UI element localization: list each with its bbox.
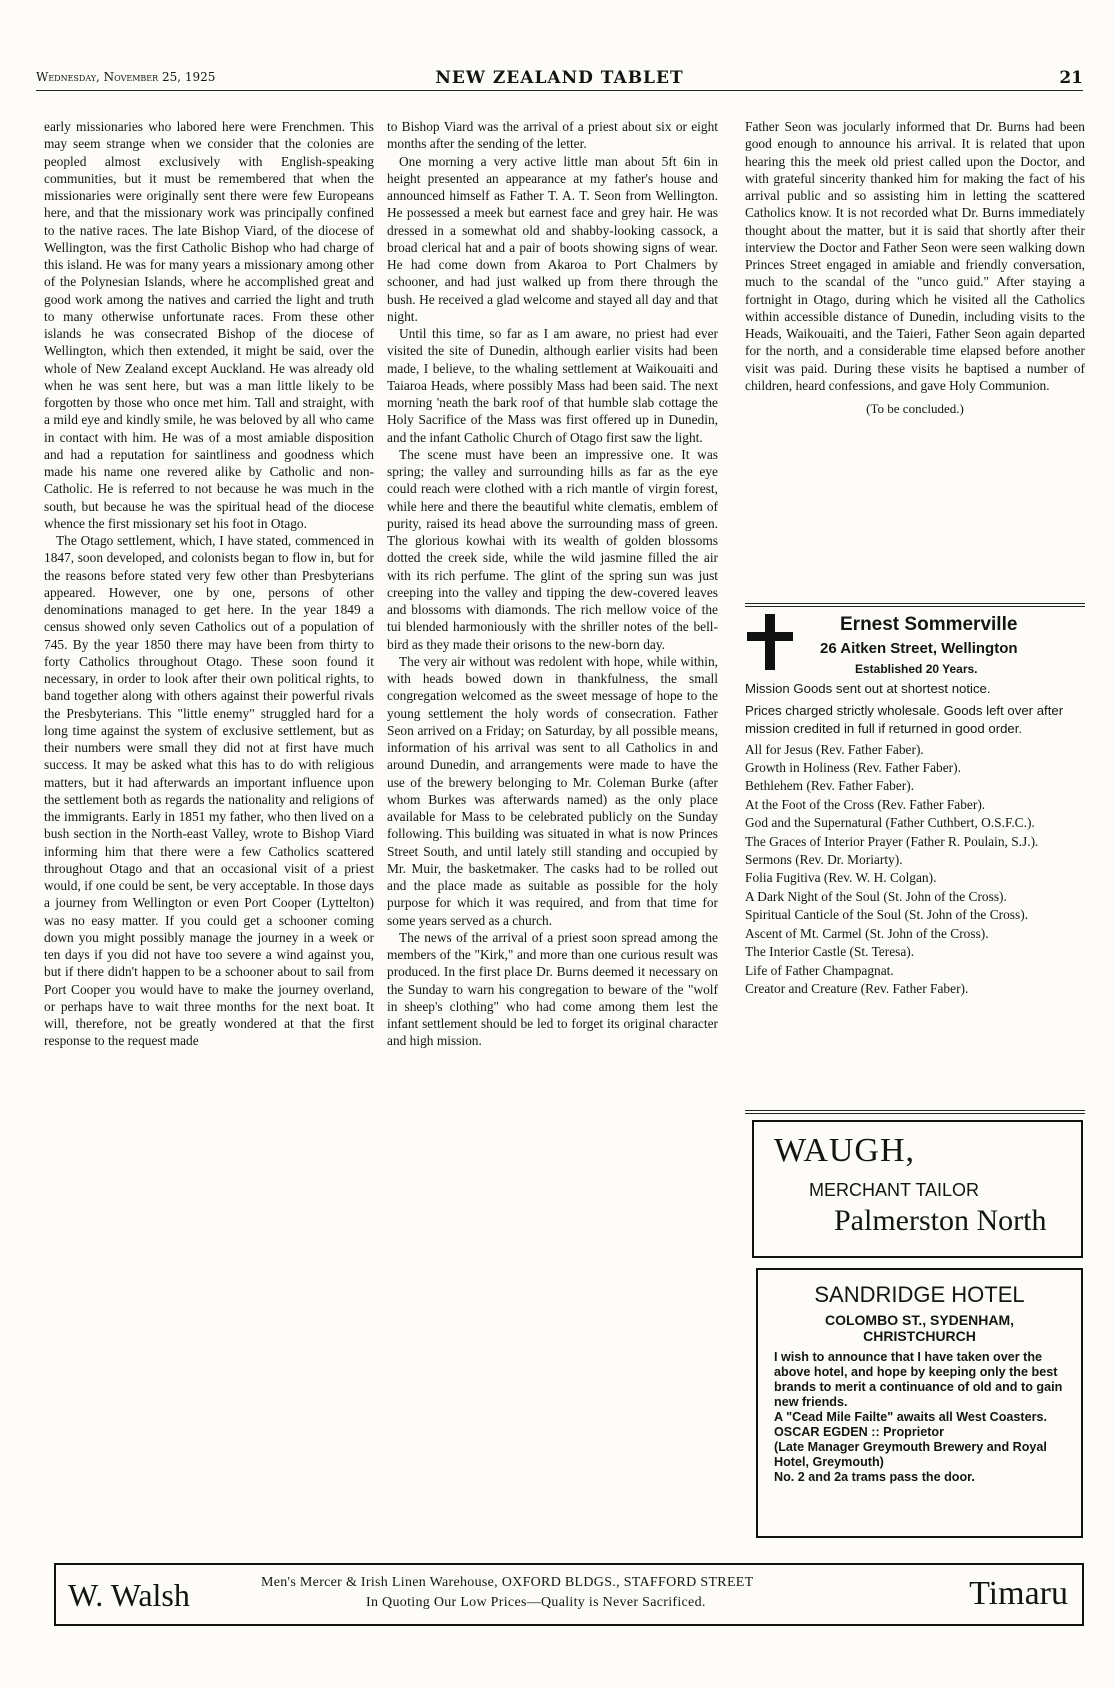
article-column-3 [745,118,1085,417]
ad-name: SANDRIDGE HOTEL [814,1282,1025,1307]
ad-line: No. 2 and 2a trams pass the door. [774,1470,975,1484]
ad-name: Ernest Sommerville [840,614,1018,635]
list-item: Creator and Creature (Rev. Father Faber). [745,980,969,996]
paragraph: to Bishop Viard was the arrival of a priest about six or eight months after the sending of the letter. [387,119,718,152]
paragraph: early missionaries who labored here were Frenchmen. This may seem strange when we consider that the colonies are peopled almost exclusively with English-speaking communities, but it must be remembered that when the missionaries were originally sent there were few Europeans here, and that the missionary work was principally confined to the native races. The late Bishop Viard, of the diocese of Wellington, was the first Catholic Bishop who had charge of this island. He was for many years a missionary among other of the Polynesian Islands, where he accomplished great and good work among the natives and carried the light and truth to many otherwise unfortunate races. From these other islands he was consecrated Bishop of the diocese of Wellington, which then extended, it might be said, over the whole of New Zealand except Auckland. He was already old when he was sent here, but was a man little likely to be forgotten by those who once met him. Tall and straight, with a mild eye and kindly smile, he was beloved by all who came in contact with him. He was of a most amiable disposition and had a reputation for saintliness and goodness which made his name one revered alike by Catholic and non-Catholic. He is referred to not because he was much in the south, but because he was the spiritual head of the diocese whence the first missionary set his foot in Otago. [44,119,374,531]
ad-sandridge-hotel [756,1268,1083,1538]
ad-body [774,1350,1069,1485]
ad-street: COLOMBO ST., SYDENHAM, [824,1312,1014,1328]
ad-name: WAUGH, [774,1132,916,1169]
ad-line: (Late Manager Greymouth Brewery and Royal Hotel, Greymouth) [774,1440,1047,1469]
issue-date: Wednesday, November 25, 1925 [36,70,216,84]
page-header [36,68,1083,91]
list-item: Bethlehem (Rev. Father Faber). [745,778,915,794]
paragraph: The very air without was redolent with hope, while within, with heads bowed down in thankfulness, the small congregation welcomed as the sweet message of hope to the young settlement the holy words of consecration. Father Seon arrived on a Friday; on Saturday, by all possible means, information of his arrival was sent to all Catholics in and around Dunedin, and arrangements were made to have the use of the brewery belonging to Mr. Coleman Burke (after whom Burkes was afterwards named) as the only place available for Mass to be celebrated publicly on the Sunday following. This building was situated in what is now Princes Street South, and until lately still standing and occupied by Mr. Muir, the basketmaker. The casks had to be rolled out and the place made as suitable as possible for the holy purpose for which it was required, and from that time for some years served as a church. [387,653,718,928]
cross-icon [747,614,793,670]
list-item: Sermons (Rev. Dr. Moriarty). [745,852,903,868]
list-item: At the Foot of the Cross (Rev. Father Faber). [745,796,986,812]
ad-line: A "Cead Mile Failte" awaits all West Coasters. [774,1410,1048,1424]
ad-sommerville [745,612,1085,998]
paragraph: One morning a very active little man about 5ft 6in in height presented an appearance at my father's house and announced himself as Father T. A. T. Seon from Wellington. He possessed a meek but earnest face and grey hair. He was dressed in a somewhat old and shabby-looking cassock, a broad clerical hat and a pair of boots showing signs of wear. He had come down from Akaroa to Port Chalmers by schooner, and had just walked up from there through the bush. He received a glad welcome and stayed all day and that night. [387,153,718,324]
ad-city: CHRISTCHURCH [863,1328,976,1344]
article-column-1 [44,118,374,1050]
ad-line: Mission Goods sent out at shortest notice. [745,681,991,697]
paragraph: Father Seon was jocularly informed that Dr. Burns had been good enough to announce his arrival. It is related that upon hearing this the meek old priest called upon the Doctor, and with grateful sincerity thanked him for making the fact of his arrival public and so assisting him in letting the scattered Catholics know. It is not recorded what Dr. Burns immediately thought about the matter, but it is said that shortly after their interview the Doctor and Father Seon were seen walking down Princes Street engaged in amiable and friendly conversation, much to the scandal of the "unco guid." After staying a fortnight in Otago, during which he visited all the Catholics within accessible distance of Dunedin, including visits to the Heads, Waikouaiti, and the Taieri, Father Seon again departed for the north, and a considerable time elapsed before another visit was paid. During these visits he baptised a number of children, heard confessions, and gave Holy Communion. [745,119,1085,393]
ad-line: Prices charged strictly wholesale. Goods left over after mission credited in full if returned in good order. [745,702,1064,737]
divider [745,1110,1085,1114]
ad-established: Established 20 Years. [855,662,978,676]
ad-waugh [752,1120,1083,1258]
ad-trade: MERCHANT TAILOR [809,1180,980,1200]
list-item: The Interior Castle (St. Teresa). [745,944,915,960]
list-item: Folia Fugitiva (Rev. W. H. Colgan). [745,870,937,886]
ad-line: In Quoting Our Low Prices—Quality is Never Sacrificed. [366,1595,706,1610]
paragraph: The news of the arrival of a priest soon spread among the members of the "Kirk," and more than one curious result was produced. In the first place Dr. Burns deemed it necessary on the Sunday to warn his congregation to beware of the "wolf in sheep's clothing" who had come among them lest the infant settlement should be led to forget its original character and high mission. [387,929,718,1049]
book-list [745,741,1085,999]
ad-line: Men's Mercer & Irish Linen Warehouse, OXFORD BLDGS., STAFFORD STREET [261,1575,754,1590]
ad-proprietor: OSCAR EGDEN :: Proprietor [774,1425,945,1439]
ad-walsh [54,1563,1084,1626]
article-column-2 [387,118,718,1050]
list-item: A Dark Night of the Soul (St. John of the Cross). [745,888,1007,904]
list-item: The Graces of Interior Prayer (Father R. Poulain, S.J.). [745,833,1039,849]
ad-address: 26 Aitken Street, Wellington [820,640,1018,657]
list-item: All for Jesus (Rev. Father Faber). [745,741,924,757]
paper-title: NEW ZEALAND TABLET [435,68,684,88]
page-number: 21 [1059,68,1083,88]
ad-town: Palmerston North [834,1204,1047,1237]
paragraph: The scene must have been an impressive one. It was spring; the valley and surrounding hills as far as the eye could reach were clothed with a rich mantle of virgin forest, while here and there the beautiful white clematis, emblem of purity, raised its head above the surrounding mass of green. The glorious kowhai with its wealth of golden blossoms dotted the creek side, while the wild jasmine filled the air with its rich perfume. The glint of the spring sun was just creeping into the valley and tipping the dew-covered leaves and blossoms with diamonds. The rich mellow voice of the tui blended harmoniously with the shriller notes of the bell-bird as they made their orisons to the new-born day. [387,446,718,652]
to-be-concluded: (To be concluded.) [866,401,964,416]
ad-name: W. Walsh [68,1577,190,1613]
list-item: God and the Supernatural (Father Cuthbert, O.S.F.C.). [745,815,1035,831]
paragraph: Until this time, so far as I am aware, no priest had ever visited the site of Dunedin, although earlier visits had been made, I believe, to the whaling settlement at Waikouaiti and Taiaroa Heads, where possibly Mass had been said. The next morning 'neath the bark roof of that humble slab cottage the Holy Sacrifice of the Mass was first offered up in Dunedin, and the infant Catholic Church of Otago first saw the light. [387,326,718,445]
divider [745,603,1085,607]
ad-line: I wish to announce that I have taken over the above hotel, and hope by keeping only the best brands to merit a continuance of old and to gain new friends. [774,1350,1063,1409]
list-item: Spiritual Canticle of the Soul (St. John of the Cross). [745,907,1029,923]
paragraph: The Otago settlement, which, I have stated, commenced in 1847, soon developed, and colonists began to flow in, but for the reasons before stated very few other than Presbyterians appeared. However, one by one, persons of other denominations managed to get here. In the year 1849 a census showed only seven Catholics out of a population of 745. By the year 1850 there may have been from thirty to forty Catholics throughout Otago. These soon found it necessary, in order to look after their own political rights, to band together along with others against their powerful rivals the Presbyterians. This "little enemy" struggled hard for a long time against the system of exclusive settlement, but as their numbers were small they did not at first have much success. It may be asked what this has to do with religious matters, but it had afterwards an important influence upon the settlement both as regards the nationality and religions of the immigrants. Early in 1851 my father, who then lived on a bush section in the North-east Valley, wrote to Bishop Viard informing him that there were a few Catholics scattered throughout Otago and that an occasional visit of a priest would, if one could be sent, be very acceptable. In those days a journey from Wellington or even Port Cooper (Lyttelton) was no easy matter. If you could get a schooner coming down you might possibly manage the journey in a week or ten days if you did not have too severe a wind against you, but if there didn't happen to be a schooner about to sail from Port Cooper you would have to make the journey overland, or perhaps have to wait three months for the next boat. It will, therefore, not be greatly wondered at that the first response to the request made [44,533,374,1049]
list-item: Growth in Holiness (Rev. Father Faber). [745,760,961,776]
list-item: Ascent of Mt. Carmel (St. John of the Cross). [745,925,989,941]
list-item: Life of Father Champagnat. [745,962,894,978]
ad-town: Timaru [969,1575,1068,1612]
